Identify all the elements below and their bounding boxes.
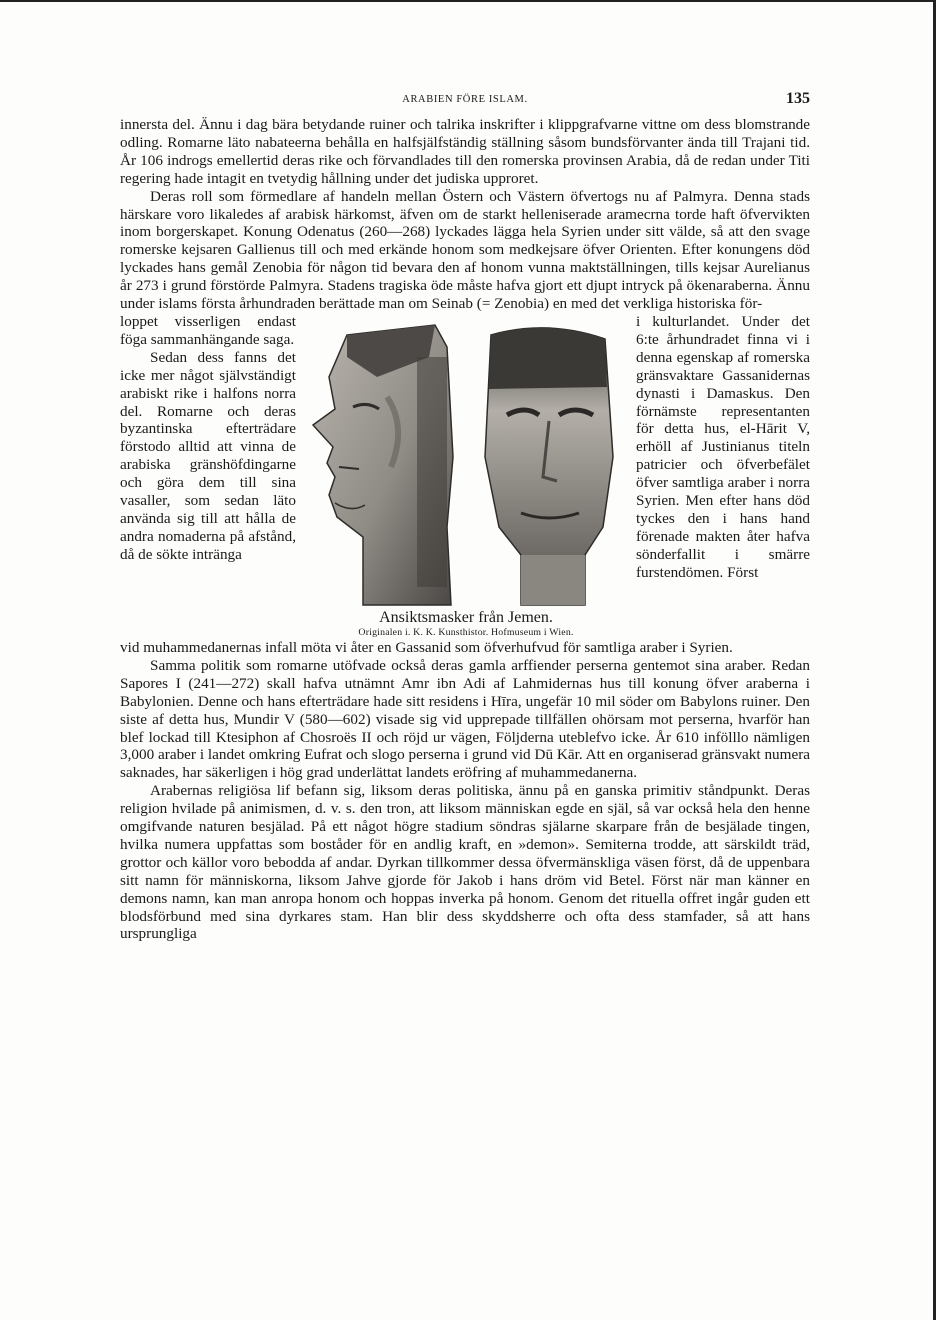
left-column-saga: loppet visserligen endast föga sammanhängande saga.: [120, 312, 296, 348]
figure-face-masks: [306, 313, 626, 639]
paragraph-persians: Samma politik som romarne utöfvade också deras gamla arffiender perserna gentemot sina araber. Redan Sapores I (241—272) skall hafva utnämnt Amr ibn Adi af Lahmidernas hus till konung öfver araberna i Babylonien. Denne och hans efterträdare hade sitt residens i Hīra, ungefär 10 mil söder om Babylons ruiner. Den siste af detta hus, Mundir V (580—602) visade sig vid upprepade tillfällen ohörsam mot perserna, hvarför han blef lockad till Ktesiphon af Chosroës II och röjd ur vägen, Följderna uteblefvo icke. År 610 infölllo nämligen 3,000 araber i landet omkring Eufrat och slogo perserna i grund vid Dū Kār. Att en organiserad gränsvakt numera saknades, har säkerligen i hög grad underlättat landets eröfring af muhammedanerna.: [120, 656, 810, 782]
figure-credit: Originalen i. K. K. Kunsthistor. Hofmuseum i Wien.: [358, 626, 574, 638]
right-text-column: [636, 313, 810, 582]
left-column-vassals: Sedan dess fanns det icke mer något självständigt arabiskt rike i halfons norra del. Romarne och deras byzantinska efterträdare förstodo alltid att vinna de arabiska gränshöfdingarne och göra dem till sina vasaller, som sedan läto använda sig till att hålla de andra nomaderna på afstånd, då de sökte intränga: [120, 348, 296, 563]
frontal-mask: [485, 328, 613, 605]
figure-caption: Ansiktsmasker från Jemen.: [379, 608, 553, 626]
right-column-gassanids: i kulturlandet. Under det 6:te århundradet finna vi i denna egenskap af romerska gränsvaktare Gassanidernas dynasti i Damaskus. Den förnämste representanten för detta hus, el-Hārit V, erhöll af Justinianus titeln patricier och öfverbefälet öfver samtliga araber i norra Syrien. Men efter hans död tyckes den i hans hand förenade makten åter hafva sönderfallit i smärre furstendömen. Först: [636, 312, 810, 581]
running-head: ARABIEN FÖRE ISLAM.: [402, 94, 528, 105]
scan-edge-top: [0, 0, 936, 2]
paragraph-gassanid-leader: vid muhammedanernas infall möta vi åter en Gassanid som öfverhufvud för samtliga araber i Syrien.: [120, 638, 733, 656]
paragraph-palmyra: Deras roll som förmedlare af handeln mellan Östern och Västern öfvertogs nu af Palmyra. Denna stads härskare voro likaledes af arabisk härkomst, äfven om de starkt helleniserade aramecrna torde haft öfvervikten inom borgerskapet. Konung Odenatus (260—268) lyckades lägga hela Syrien under sitt välde, så att den svage romerske kejsaren Gallienus till och med erkände honom som medkejsare öfver Orienten. Efter konungens död lyckades hans gemål Zenobia för någon tid bevara den af honom vunna maktställningen, tills kejsar Aurelianus år 273 i grund förstörde Palmyra. Stadens tragiska öde måste hafva gjort ett djupt intryck på ökenaraberna. Ännu under islams första århundraden berättade man om Seinab (= Zenobia) en med det verkliga historiska för-: [120, 187, 810, 313]
face-masks-illustration: [307, 317, 625, 609]
figure-wrap-block: [120, 313, 810, 639]
profile-mask: [313, 325, 453, 605]
page-header: [120, 88, 810, 116]
page-number: 135: [786, 90, 810, 107]
paragraph-religion: Arabernas religiösa lif befann sig, liksom deras politiska, ännu på en ganska primitiv ståndpunkt. Deras religion hvilade på animismen, d. v. s. den tron, att liksom människan egde en själ, så var också hela den henne omgifvande naturen besjälad. På ett något högre stadium söndras själarne skarpare från de besjälade tingen, hvilka numera uppfattas som boståder för en andlig kraft, en »demon». Semiterna trodde, att särskildt träd, grottor och källor voro bebodda af andar. Dyrkan tillkommer dessa öfvermänskliga väsen först, då de uppenbara sitt namn för människorna, liksom Jahve gjorde för Jakob i hans dröm vid Betel. Först när man känner en demons namn, kan man anropa honom och hoppas inverka på honom. Genom det rituella offret ingår guden ett blodsförbund med sina dyrkares stam. Han blir dess skyddsherre och ofta dess stamfader, så att hans ursprungliga: [120, 782, 810, 943]
left-text-column: [120, 313, 296, 564]
book-page: [120, 88, 810, 943]
paragraph-nabateans: innersta del. Ännu i dag bära betydande ruiner och talrika inskrifter i klippgrafvarne vittne om dess blomstrande odling. Romarne läto nabateerna behålla en halfsjälfständig ställning såsom bundsförvanter ända till Trajani tid. År 106 indrogs emellertid deras rike och förvandlades till den romerska provinsen Arabia, då de redan under Titi regering hade intagit en tvetydig hållning under det judiska upproret.: [120, 116, 810, 187]
